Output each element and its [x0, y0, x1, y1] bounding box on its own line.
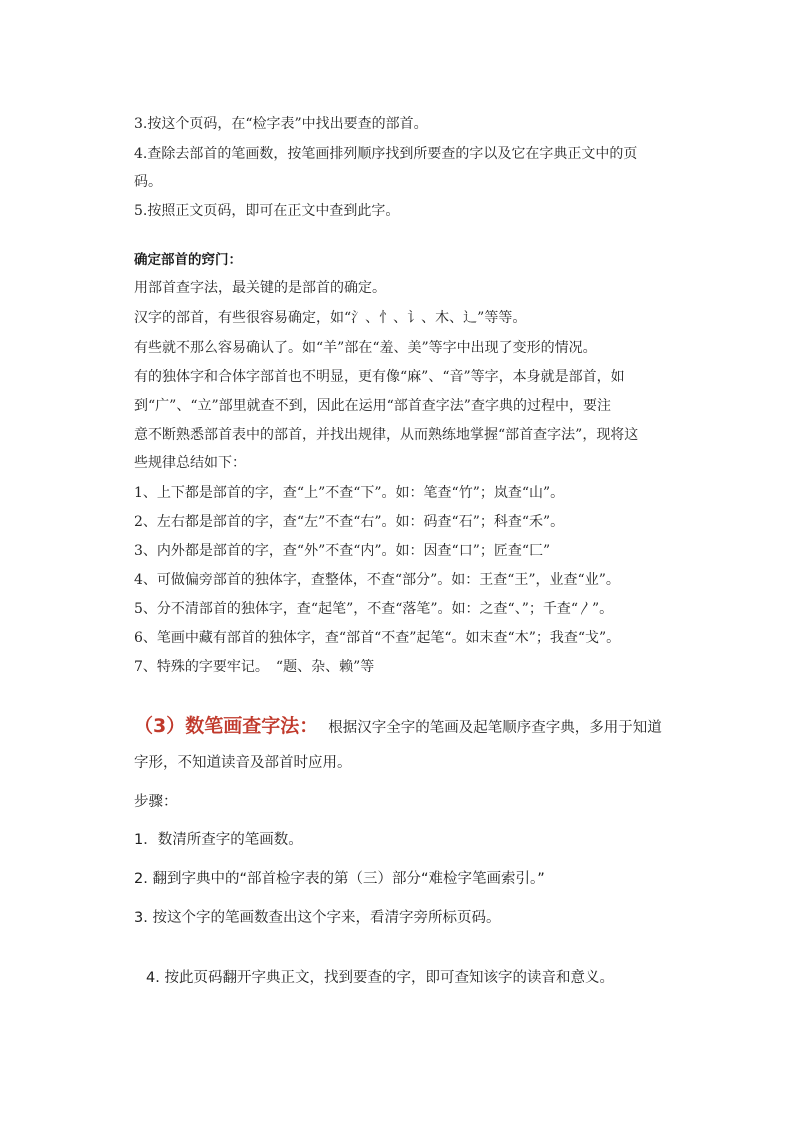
tips-line-6: 意不断熟悉部首表中的部首，并找出规律，从而熟练地掌握“部首查字法”，现将这	[134, 427, 639, 443]
tips-line-7: 些规律总结如下：	[134, 455, 246, 471]
rule-line-4: 4、可做偏旁部首的独体字，查整体，不查“部分”。如：王查“王”，业查“业”。	[134, 572, 620, 588]
method-step-2: 2. 翻到字典中的“部首检字表的第（三）部分“难检字笔画索引。”	[134, 871, 545, 887]
rule-line-2: 2、左右都是部首的字，查“左”不查“右”。如：码查“石”；科查“禾”。	[134, 514, 565, 530]
step-line-4-cont: 码。	[134, 174, 162, 190]
tips-line-2: 汉字的部首，有些很容易确定，如“氵、忄、讠、木、辶”等等。	[134, 310, 527, 326]
step-line-5: 5.按照正文页码，即可在正文中查到此字。	[134, 203, 400, 219]
method-step-3: 3. 按这个字的笔画数查出这个字来，看清字旁所标页码。	[134, 910, 501, 926]
tips-heading: 确定部首的窍门：	[134, 252, 242, 268]
steps-label: 步骤：	[134, 794, 178, 810]
method-step-4: 4. 按此页码翻开字典正文，找到要查的字，即可查知该字的读音和意义。	[146, 970, 614, 986]
rule-line-3: 3、内外都是部首的字，查“外”不查“内”。如：因查“口”；匠查“匚”	[134, 543, 551, 559]
tips-line-5: 到“广”、“立”部里就查不到，因此在运用“部首查字法”查字典的过程中，要注	[134, 398, 611, 414]
method-description-cont: 字形，不知道读音及部首时应用。	[134, 755, 352, 771]
tips-line-4: 有的独体字和合体字部首也不明显，更有像“麻”、“音”等字，本身就是部首，如	[134, 369, 625, 385]
step-line-4: 4.查除去部首的笔画数，按笔画排列顺序找到所要查的字以及它在字典正文中的页	[134, 146, 638, 162]
method-step-1: 1．数清所查字的笔画数。	[134, 832, 303, 848]
tips-line-3: 有些就不那么容易确认了。如“羊”部在“羞、美”等字中出现了变形的情况。	[134, 340, 597, 356]
rule-line-7: 7、特殊的字要牢记。 “题、杂、赖”等	[134, 659, 375, 675]
method-title: （3）数笔画查字法：	[134, 715, 319, 737]
rule-line-6: 6、笔画中藏有部首的独体字，查“部首“不查”起笔“。如末查“木”；我查“戈”。	[134, 630, 621, 646]
method-description: 根据汉字全字的笔画及起笔顺序查字典，多用于知道	[328, 720, 662, 736]
step-line-3: 3.按这个页码，在“检字表”中找出要查的部首。	[134, 116, 428, 132]
rule-line-5: 5、分不清部首的独体字，查“起笔”，不查“落笔”。如：之查“、”；千查“〳”。	[134, 601, 614, 617]
rule-line-1: 1、上下都是部首的字，查“上”不查“下”。如：笔查“竹”；岚查“山”。	[134, 485, 565, 501]
method-heading-line	[134, 712, 662, 742]
tips-line-1: 用部首查字法，最关键的是部首的确定。	[134, 280, 386, 296]
